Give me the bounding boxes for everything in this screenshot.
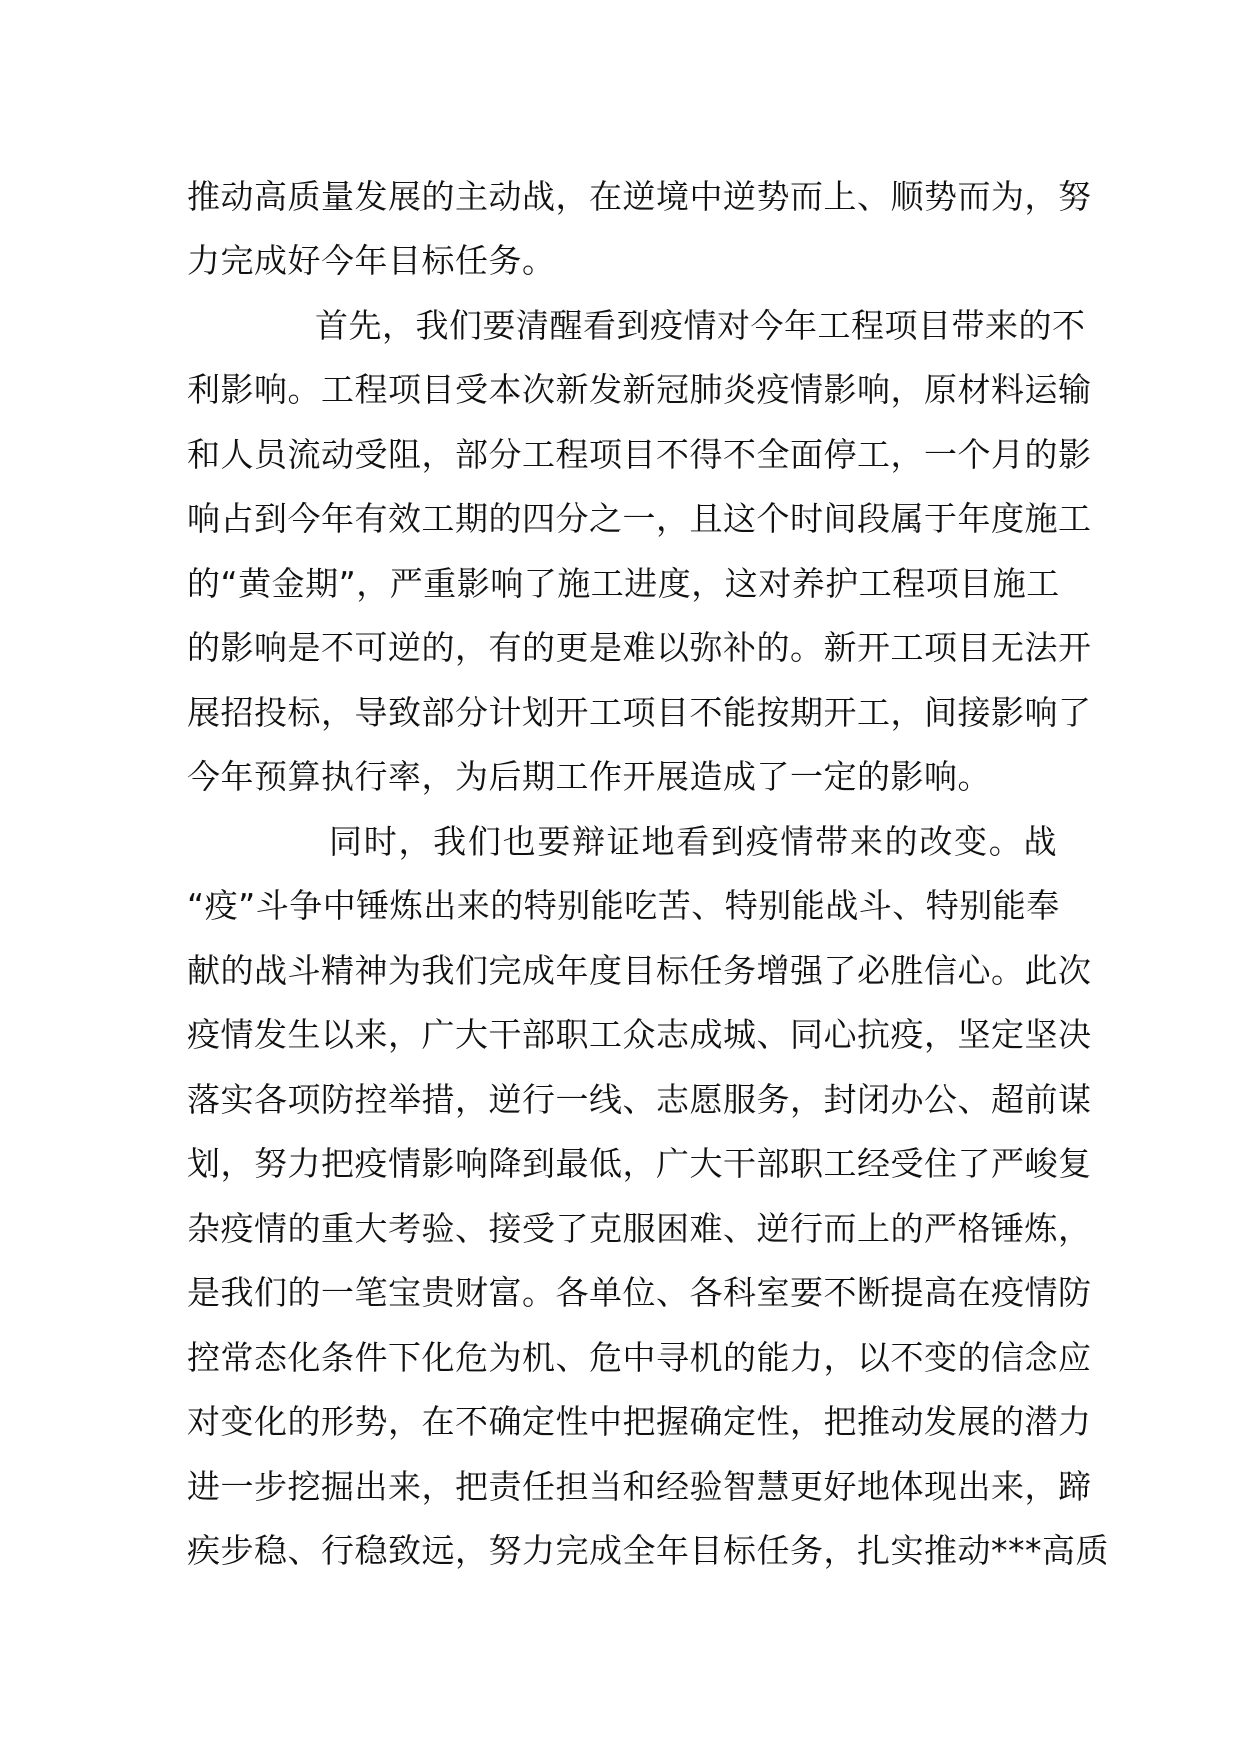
text-line: 的影响是不可逆的，有的更是难以弥补的。新开工项目无法开 <box>187 628 1092 667</box>
text-line: 展招投标，导致部分计划开工项目不能按期开工，间接影响了 <box>187 693 1092 732</box>
text-line: 落实各项防控举措，逆行一线、志愿服务，封闭办公、超前谋 <box>187 1080 1092 1119</box>
text-line: 响占到今年有效工期的四分之一，且这个时间段属于年度施工 <box>187 499 1092 538</box>
text-line: 力完成好今年目标任务。 <box>187 241 556 280</box>
text-line: 杂疫情的重大考验、接受了克服困难、逆行而上的严格锤炼， <box>187 1209 1092 1248</box>
text-line: “疫”斗争中锤炼出来的特别能吃苦、特别能战斗、特别能奉 <box>187 886 1060 925</box>
text-line: 今年预算执行率，为后期工作开展造成了一定的影响。 <box>187 757 991 796</box>
text-line: 推动高质量发展的主动战，在逆境中逆势而上、顺势而为，努 <box>187 177 1092 216</box>
text-line: 的“黄金期”，严重影响了施工进度，这对养护工程项目施工 <box>187 564 1060 603</box>
text-line: 进一步挖掘出来，把责任担当和经验智慧更好地体现出来，蹄 <box>187 1467 1092 1506</box>
text-line: 首先，我们要清醒看到疫情对今年工程项目带来的不 <box>315 306 1086 345</box>
text-line: 控常态化条件下化危为机、危中寻机的能力，以不变的信念应 <box>187 1338 1092 1377</box>
text-line: 对变化的形势，在不确定性中把握确定性，把推动发展的潜力 <box>187 1402 1092 1441</box>
text-line: 疫情发生以来，广大干部职工众志成城、同心抗疫，坚定坚决 <box>187 1015 1092 1054</box>
text-line: 疾步稳、行稳致远，努力完成全年目标任务，扎实推动***高质 <box>187 1531 1109 1570</box>
text-line: 划，努力把疫情影响降到最低，广大干部职工经受住了严峻复 <box>187 1144 1092 1183</box>
text-line: 同时，我们也要辩证地看到疫情带来的改变。战 <box>329 822 1057 861</box>
text-line: 献的战斗精神为我们完成年度目标任务增强了必胜信心。此次 <box>187 951 1092 990</box>
text-line: 和人员流动受阻，部分工程项目不得不全面停工，一个月的影 <box>187 435 1092 474</box>
text-line: 是我们的一笔宝贵财富。各单位、各科室要不断提高在疫情防 <box>187 1273 1092 1312</box>
text-line: 利影响。工程项目受本次新发新冠肺炎疫情影响，原材料运输 <box>187 370 1092 409</box>
